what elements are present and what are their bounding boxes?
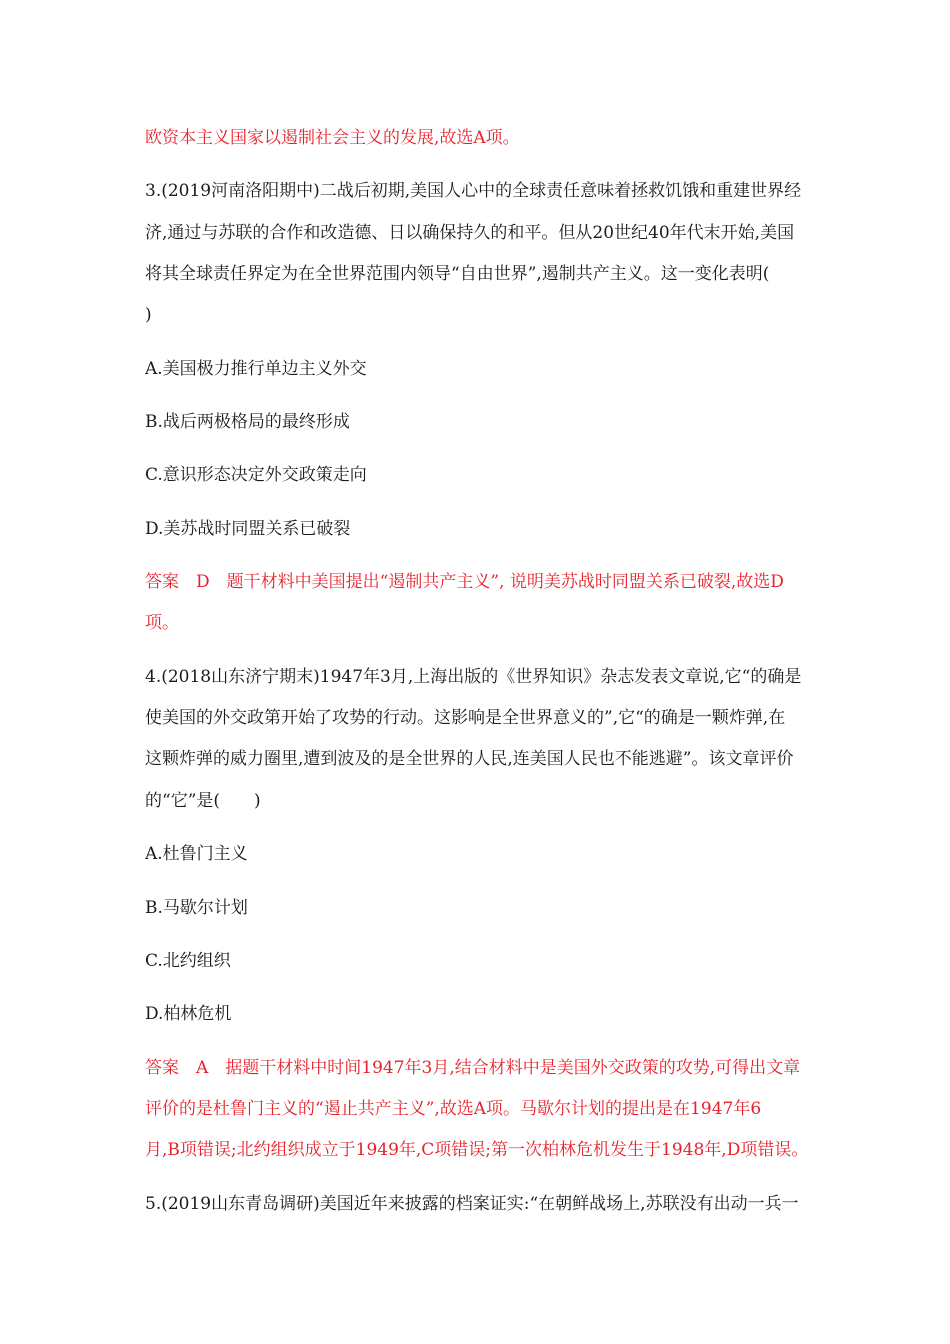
q4-option-b: B.马歇尔计划 bbox=[145, 898, 248, 918]
q4-answer-line: 月,B项错误;北约组织成立于1949年,C项错误;第一次柏林危机发生于1948年,D项错误。 bbox=[145, 1140, 809, 1160]
q3-option-c: C.意识形态决定外交政策走向 bbox=[145, 465, 367, 485]
q3-answer-line: 答案 D 题干材料中美国提出“遏制共产主义”, 说明美苏战时同盟关系已破裂,故选D bbox=[145, 572, 784, 592]
q3-option-d: D.美苏战时同盟关系已破裂 bbox=[145, 519, 351, 539]
q4-stem-line: 这颗炸弹的威力圈里,遭到波及的是全世界的人民,连美国人民也不能逃避”。该文章评价 bbox=[145, 749, 794, 769]
q4-answer-line: 答案 A 据题干材料中时间1947年3月,结合材料中是美国外交政策的攻势,可得出文章 bbox=[145, 1058, 801, 1078]
q3-stem-line: 将其全球责任界定为在全世界范围内领导“自由世界”,遏制共产主义。这一变化表明( bbox=[145, 264, 770, 284]
q3-option-b: B.战后两极格局的最终形成 bbox=[145, 412, 350, 432]
q3-stem-line: 济,通过与苏联的合作和改造德、日以确保持久的和平。但从20世纪40年代末开始,美国 bbox=[145, 223, 795, 243]
prev-answer-line: 欧资本主义国家以遏制社会主义的发展,故选A项。 bbox=[145, 128, 520, 148]
q4-option-d: D.柏林危机 bbox=[145, 1004, 232, 1024]
q4-stem-line: 的“它”是( ) bbox=[145, 791, 261, 811]
q5-stem-line: 5.(2019山东青岛调研)美国近年来披露的档案证实:“在朝鲜战场上,苏联没有出动一兵一 bbox=[145, 1194, 799, 1214]
q3-stem-line: ) bbox=[145, 305, 152, 325]
q4-option-a: A.杜鲁门主义 bbox=[145, 844, 248, 864]
q4-answer-line: 评价的是杜鲁门主义的“遏止共产主义”,故选A项。马歇尔计划的提出是在1947年6 bbox=[145, 1099, 762, 1119]
q3-answer-line: 项。 bbox=[145, 613, 179, 633]
q3-option-a: A.美国极力推行单边主义外交 bbox=[145, 359, 367, 379]
q4-stem-line: 使美国的外交政第开始了攻势的行动。这影响是全世界意义的”,它“的确是一颗炸弹,在 bbox=[145, 708, 786, 728]
q3-stem-line: 3.(2019河南洛阳期中)二战后初期,美国人心中的全球责任意味着拯救饥饿和重建世界经 bbox=[145, 181, 802, 201]
q4-stem-line: 4.(2018山东济宁期末)1947年3月,上海出版的《世界知识》杂志发表文章说,它“的确是 bbox=[145, 667, 802, 687]
q4-option-c: C.北约组织 bbox=[145, 951, 231, 971]
